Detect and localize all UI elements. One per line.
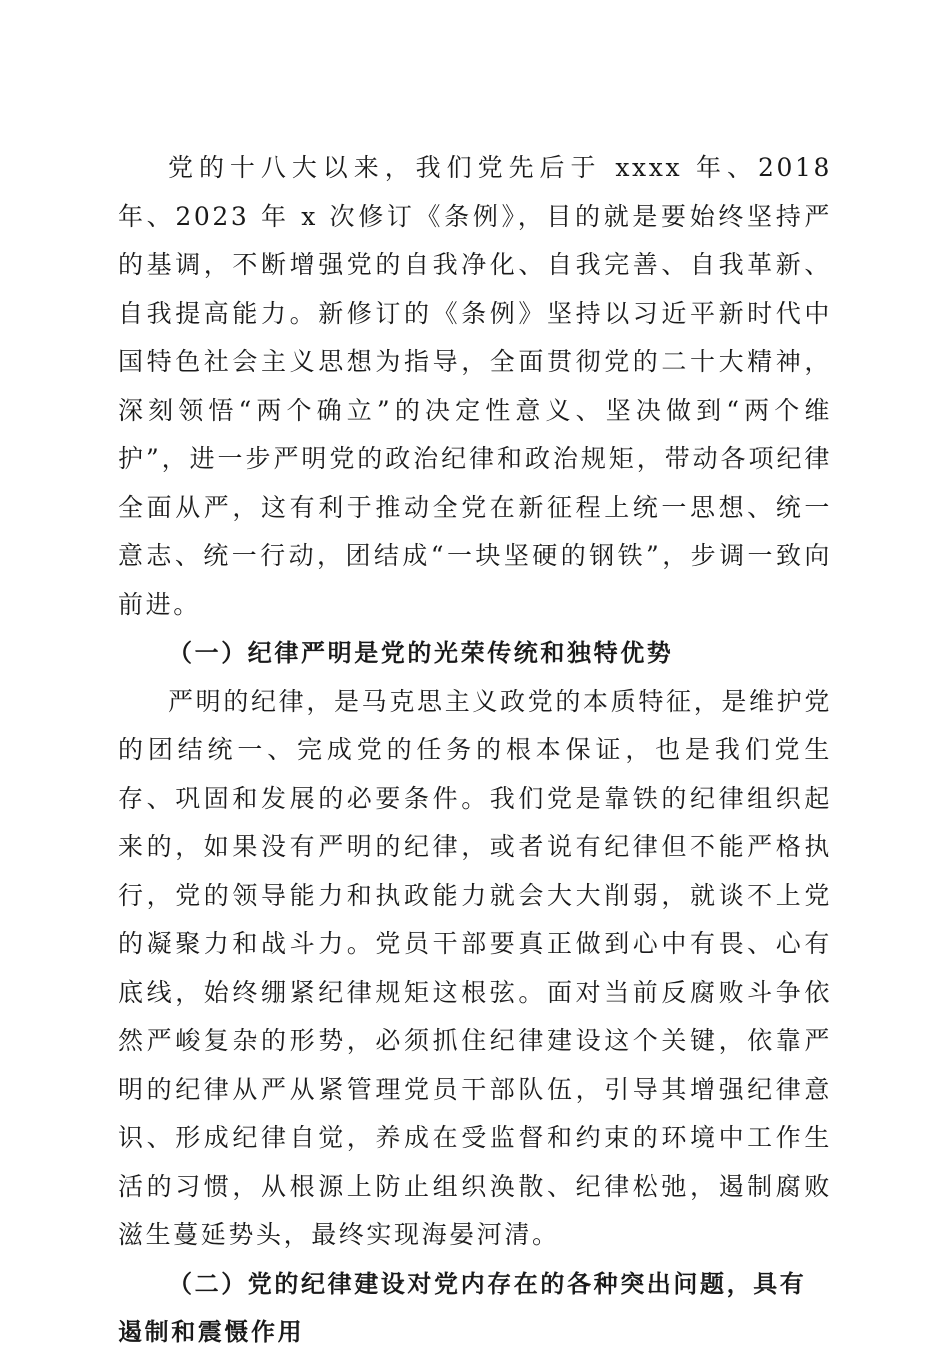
section-heading-2: （二）党的纪律建设对党内存在的各种突出问题，具有遏制和震慑作用 xyxy=(118,1269,807,1346)
paragraph-section-1: 严明的纪律，是马克思主义政党的本质特征，是维护党的团结统一、完成党的任务的根本保证，也是我们党生存、巩固和发展的必要条件。我们党是靠铁的纪律组织起来的，如果没有严明的纪律，或者说有纪律但不能严格执行，党的领导能力和执政能力就会大大削弱，就谈不上党的凝聚力和战斗力。党员干部要真正做到心中有畏、心有底线，始终绷紧纪律规矩这根弦。面对当前反腐败斗争依然严峻复杂的形势，必须抓住纪律建设这个关键，依靠严明的纪律从严从紧管理党员干部队伍，引导其增强纪律意识、形成纪律自觉，养成在受监督和约束的环境中工作生活的习惯，从根源上防止组织涣散、纪律松弛，遏制腐败滋生蔓延势头，最终实现海晏河清。 xyxy=(118,686,832,1249)
document-body xyxy=(118,144,832,1357)
section-heading-1: （一）纪律严明是党的光荣传统和独特优势 xyxy=(168,639,674,667)
paragraph-intro: 党的十八大以来，我们党先后于 xxxx 年、2018 年、2023 年 x 次修订《条例》，目的就是要始终坚持严的基调，不断增强党的自我净化、自我完善、自我革新、自我提高能力。新修订的《条例》坚持以习近平新时代中国特色社会主义思想为指导，全面贯彻党的二十大精神，深刻领悟“两个确立”的决定性意义、坚决做到“两个维护”，进一步严明党的政治纪律和政治规矩，带动各项纪律全面从严，这有利于推动全党在新征程上统一思想、统一意志、统一行动，团结成“一块坚硬的钢铁”，步调一致向前进。 xyxy=(118,153,832,619)
